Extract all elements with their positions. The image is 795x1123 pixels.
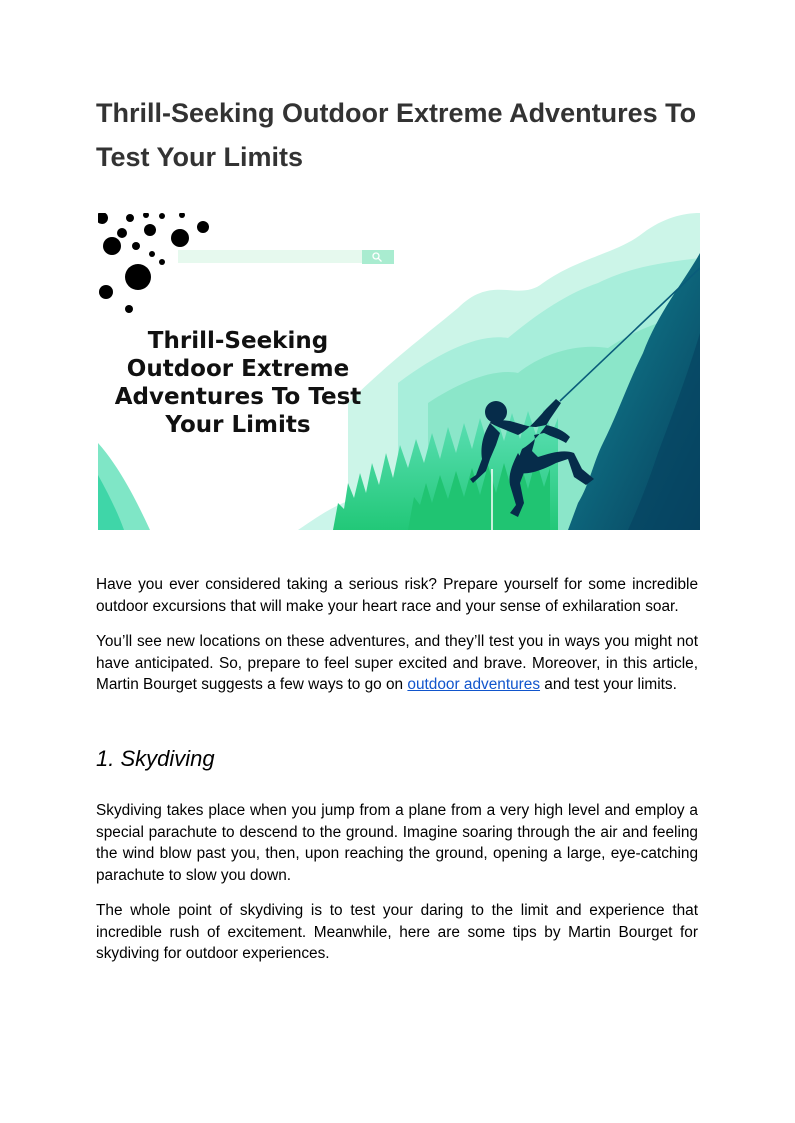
- intro-paragraph-2: [96, 631, 698, 696]
- banner-line-4: Your Limits: [165, 412, 311, 438]
- intro-paragraph-1: Have you ever considered taking a serious risk? Prepare yourself for some incredible outdoor excursions that will make your heart race and your sense of exhilaration soar.: [96, 576, 698, 615]
- intro-paragraph-2-text: You’ll see new locations on these adventures, and they’ll test you in ways you might not have anticipated. So, prepare to feel super excited and brave. Moreover, in this article, Martin Bourget suggests a few ways to go on: [96, 633, 698, 693]
- outdoor-adventures-link[interactable]: outdoor adventures: [407, 676, 541, 693]
- banner-text: [115, 328, 362, 438]
- hero-image: [98, 213, 700, 530]
- banner-line-3: Adventures To Test: [114, 384, 362, 410]
- search-bar-graphic: [178, 250, 394, 264]
- banner-line-2: Outdoor Extreme: [126, 356, 350, 382]
- section-heading-skydiving: 1. Skydiving: [96, 746, 215, 771]
- page-title: Thrill-Seeking Outdoor Extreme Adventures To Test Your Limits: [96, 98, 697, 172]
- intro-paragraph-2-tail: and test your limits.: [540, 676, 677, 693]
- skydiving-paragraph-2: The whole point of skydiving is to test your daring to the limit and experience that incredible rush of excitement. Meanwhile, here are some tips by Martin Bourget for skydiving for outdoor experiences.: [96, 902, 698, 962]
- skydiving-paragraph-1: Skydiving takes place when you jump from a plane from a very high level and employ a special parachute to descend to the ground. Imagine soaring through the air and feeling the wind blow past you, then, upon reaching the ground, opening a large, eye-catching parachute to slow you down.: [96, 802, 698, 884]
- banner-line-1: Thrill-Seeking: [147, 328, 329, 354]
